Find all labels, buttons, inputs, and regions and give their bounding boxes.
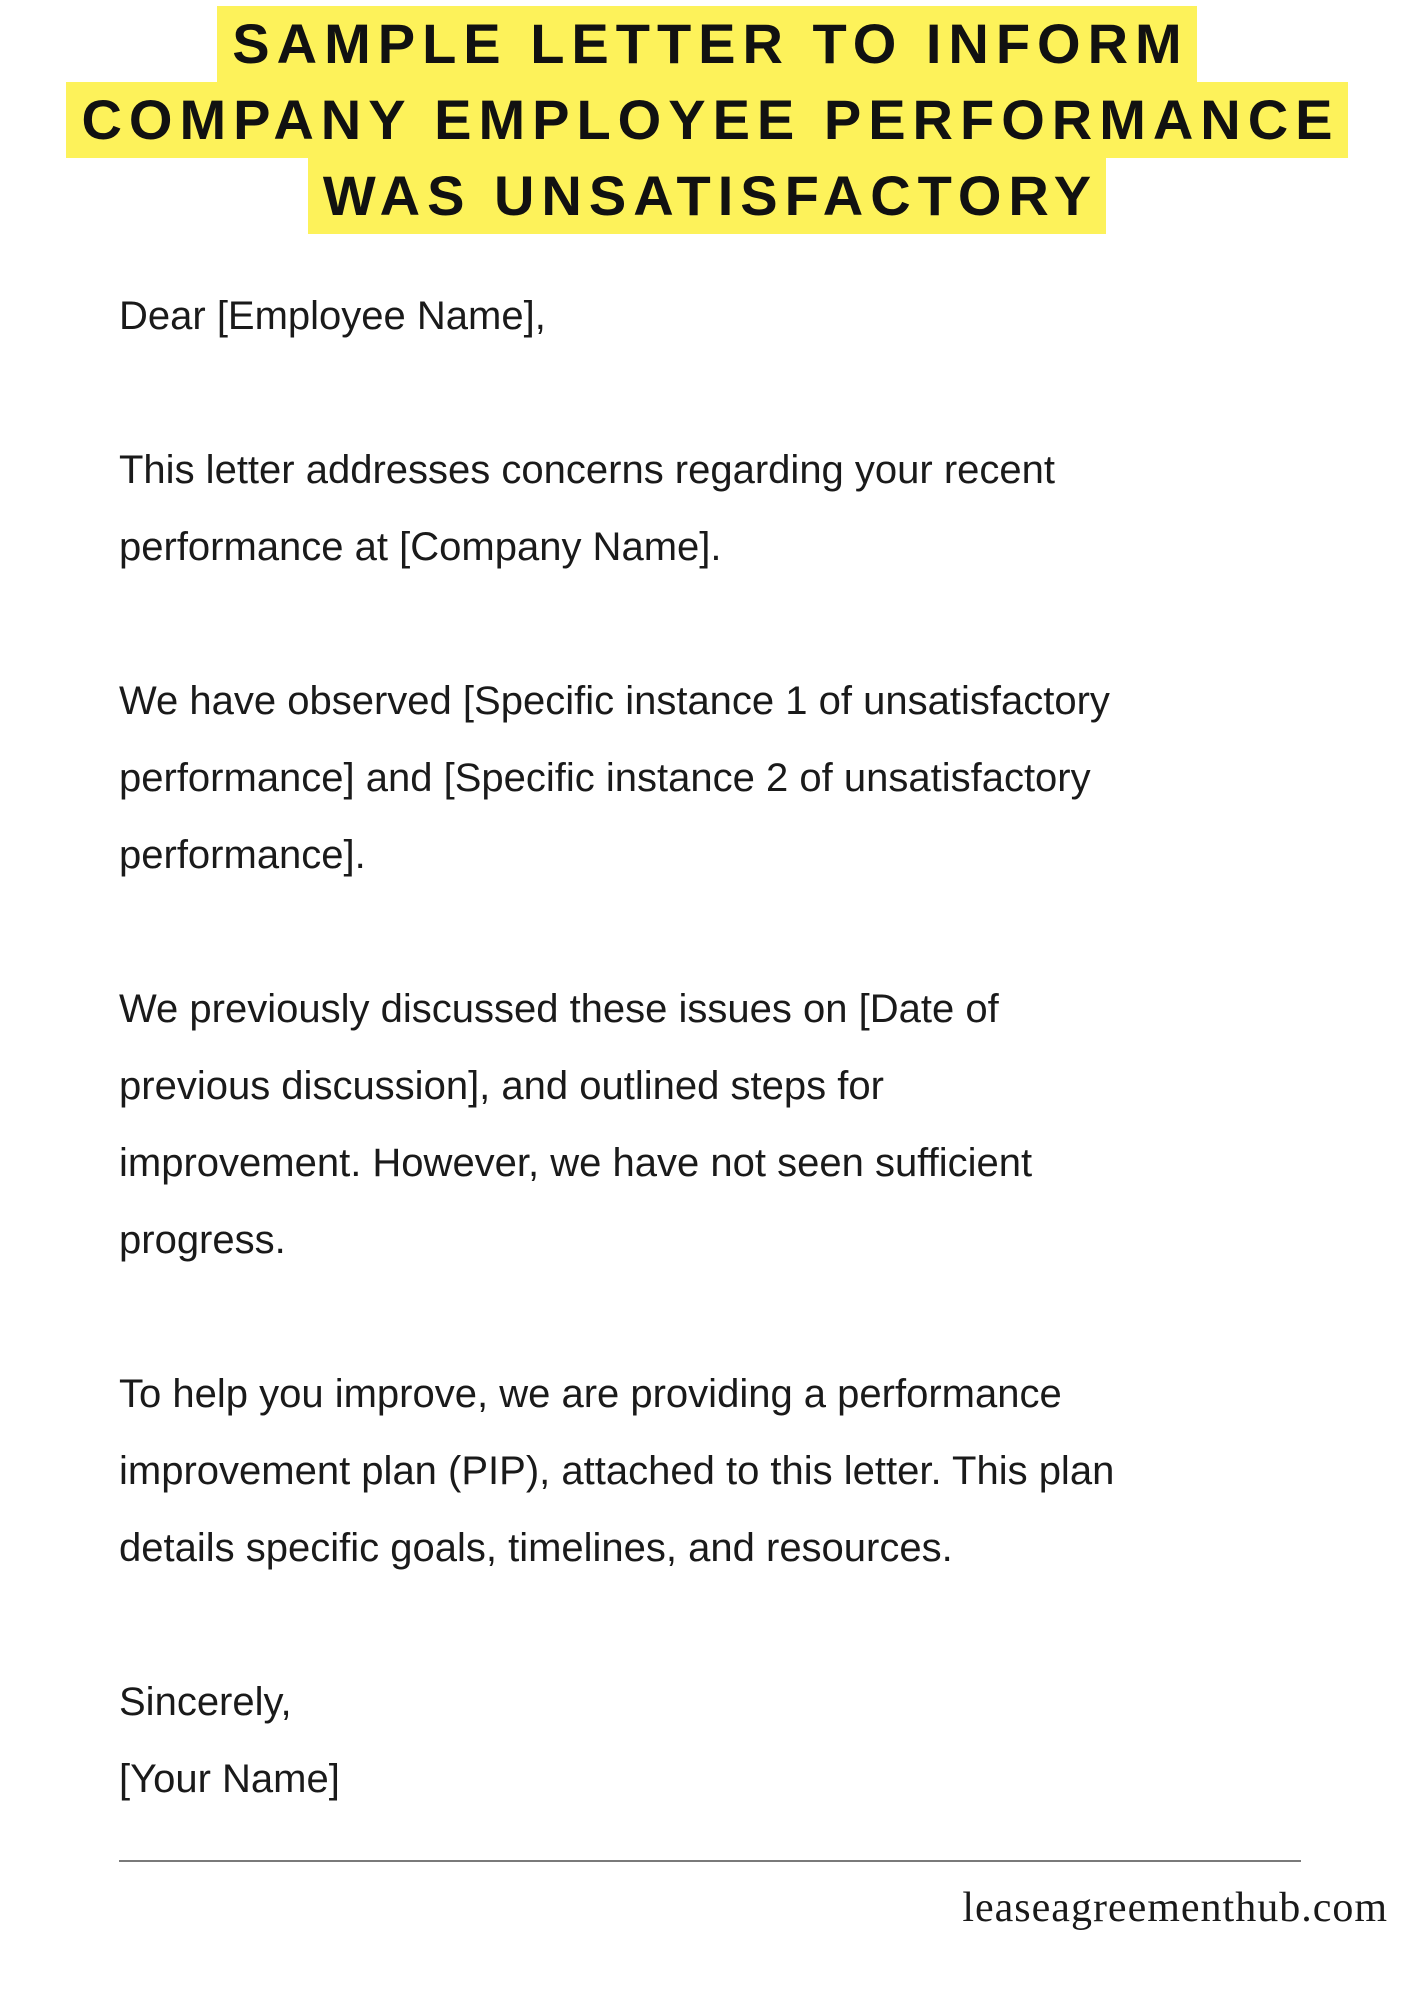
title-line-2: COMPANY EMPLOYEE PERFORMANCE xyxy=(66,82,1347,158)
footer-divider xyxy=(119,1860,1301,1862)
paragraph-spacer xyxy=(119,586,1359,663)
paragraph-3-line-1: We previously discussed these issues on [Date of xyxy=(119,987,999,1031)
paragraph-3-line-2: previous discussion], and outlined steps for xyxy=(119,1064,884,1108)
paragraph-1-line-2: performance at [Company Name]. xyxy=(119,525,722,569)
paragraph-spacer xyxy=(119,355,1359,432)
paragraph-spacer xyxy=(119,894,1359,971)
paragraph-4-line-1: To help you improve, we are providing a performance xyxy=(119,1372,1062,1416)
paragraph-4-line-3: details specific goals, timelines, and resources. xyxy=(119,1526,953,1570)
paragraph-spacer xyxy=(119,1587,1359,1664)
title-line-3: WAS UNSATISFACTORY xyxy=(308,158,1106,234)
document-title xyxy=(0,6,1414,234)
paragraph-spacer xyxy=(119,1279,1359,1356)
paragraph-2-line-1: We have observed [Specific instance 1 of unsatisfactory xyxy=(119,679,1110,723)
paragraph-2-line-3: performance]. xyxy=(119,833,366,877)
paragraph-3-line-3: improvement. However, we have not seen sufficient xyxy=(119,1141,1033,1185)
paragraph-4-line-2: improvement plan (PIP), attached to this letter. This plan xyxy=(119,1449,1115,1493)
salutation: Dear [Employee Name], xyxy=(119,294,546,338)
paragraph-3-line-4: progress. xyxy=(119,1218,286,1262)
paragraph-2-line-2: performance] and [Specific instance 2 of unsatisfactory xyxy=(119,756,1091,800)
website-footer: leaseagreementhub.com xyxy=(962,1885,1388,1931)
closing: Sincerely, xyxy=(119,1680,292,1724)
title-line-1: SAMPLE LETTER TO INFORM xyxy=(217,6,1196,82)
letter-body xyxy=(119,278,1359,1818)
signature-placeholder: [Your Name] xyxy=(119,1757,340,1801)
paragraph-1-line-1: This letter addresses concerns regarding your recent xyxy=(119,448,1056,492)
